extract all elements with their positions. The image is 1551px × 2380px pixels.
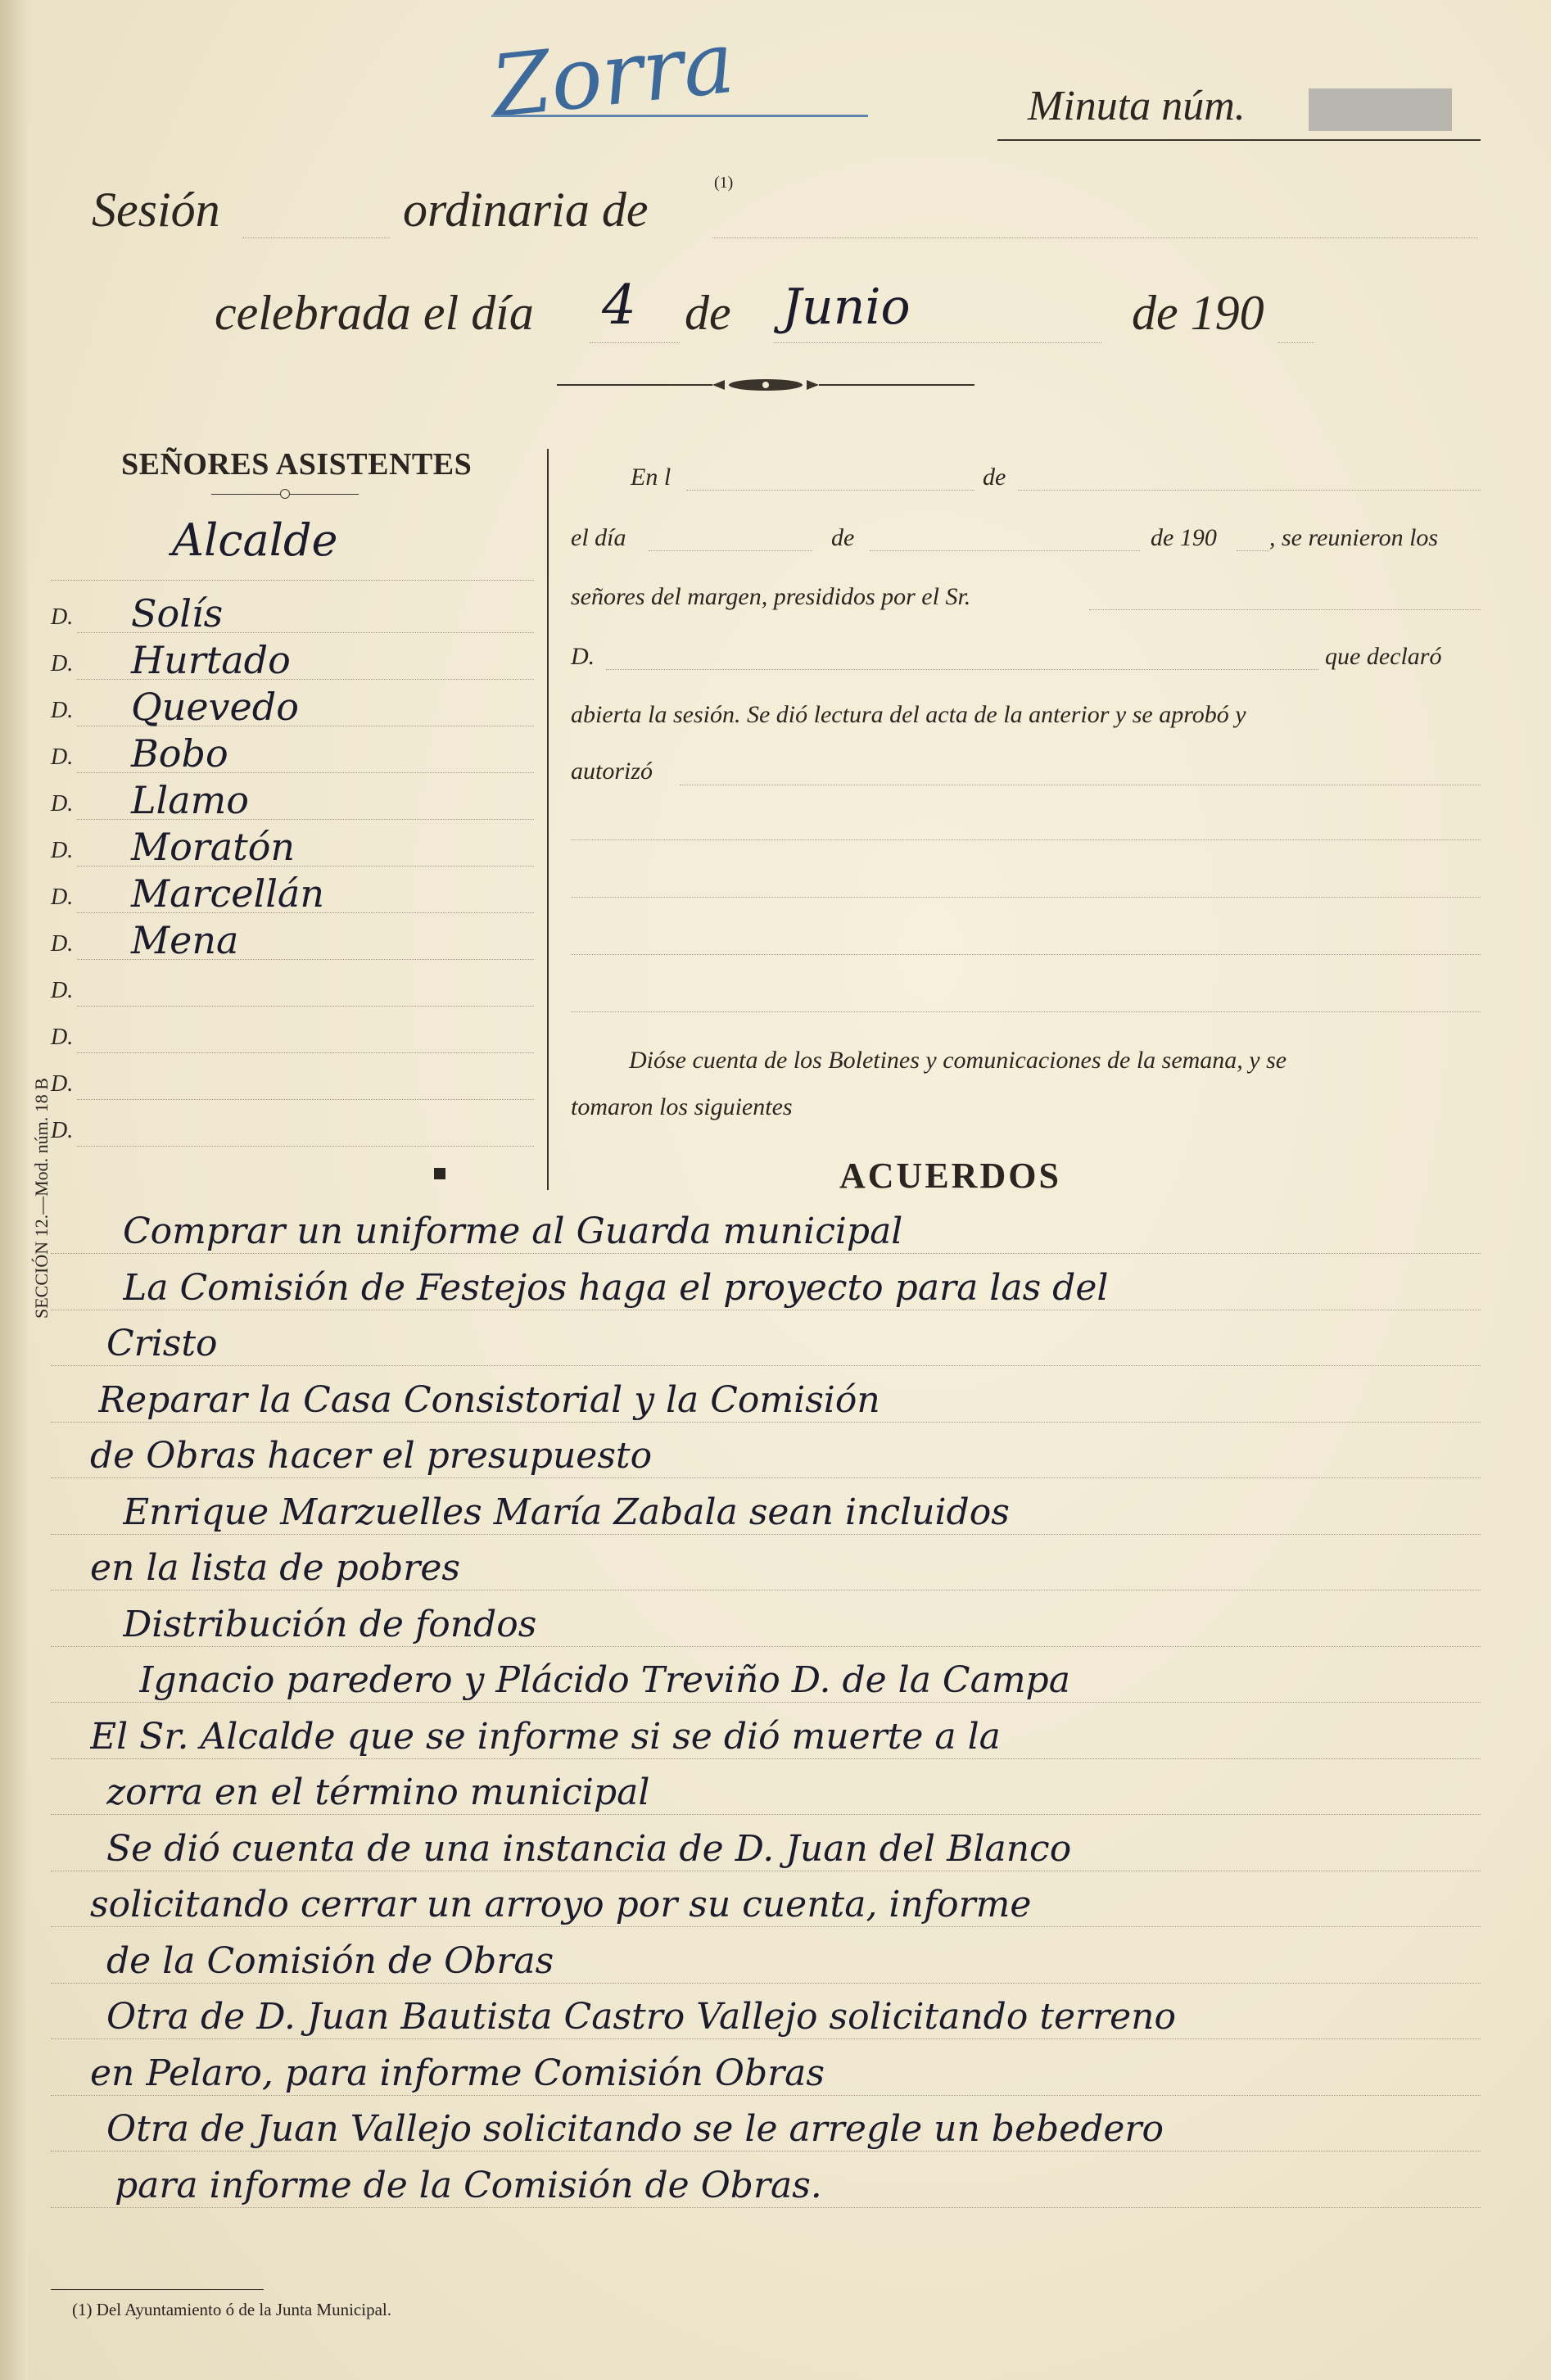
heading-ornament — [280, 489, 290, 499]
attendee-blank — [77, 1146, 534, 1147]
celebrada-label: celebrada el día — [215, 286, 534, 340]
attendee-prefix: D. — [51, 978, 74, 1003]
preamble-blank-line-c — [571, 954, 1481, 955]
attendee-blank — [77, 1099, 534, 1100]
acuerdo-ruled-line — [51, 1534, 1481, 1535]
preamble-blank-line-d — [571, 1011, 1481, 1012]
month-blank — [774, 342, 1101, 343]
attendee-prefix: D. — [51, 1118, 74, 1143]
preamble-line3-blank — [1089, 609, 1481, 610]
footnote-mark: (1) — [714, 174, 734, 192]
minuta-label: Minuta núm. — [1028, 83, 1246, 129]
attendee-name-handwritten: Quevedo — [131, 685, 299, 729]
acuerdo-line: zorra en el término municipal — [106, 1771, 650, 1813]
acuerdo-line: de la Comisión de Obras — [106, 1940, 554, 1982]
sesion-label: Sesión — [92, 183, 220, 237]
form-model-label: SECCIÓN 12.—Mod. núm. 18 B — [31, 1078, 52, 1319]
acuerdo-ruled-line — [51, 1365, 1481, 1366]
binding-edge — [0, 0, 28, 2380]
ornament-divider — [557, 373, 974, 397]
attendee-prefix: D. — [51, 791, 74, 817]
footnote-rule — [51, 2289, 264, 2290]
attendee-name-handwritten: Llamo — [131, 778, 249, 822]
acuerdo-line: Enrique Marzuelles María Zabala sean incluidos — [123, 1491, 1010, 1533]
acuerdo-ruled-line — [51, 2095, 1481, 2096]
footnote-text: (1) Del Ayuntamiento ó de la Junta Municipal. — [72, 2300, 391, 2319]
attendee-name-handwritten: Hurtado — [131, 638, 291, 682]
ordinaria-label: ordinaria de — [403, 183, 649, 237]
preamble-line1-a: En l — [631, 464, 671, 491]
preamble-line5: abierta la sesión. Se dió lectura del acta de la anterior y se aprobó y — [571, 701, 1246, 728]
acuerdo-line: en la lista de pobres — [90, 1547, 460, 1589]
year-label: de 190 — [1132, 286, 1264, 340]
place-underline — [491, 115, 868, 117]
preamble-line2-b: de — [831, 524, 855, 551]
acuerdo-line: El Sr. Alcalde que se informe si se dió muerte a la — [90, 1716, 1001, 1758]
bullet-mark — [434, 1168, 445, 1179]
acuerdo-ruled-line — [51, 1253, 1481, 1254]
minuta-rule — [997, 139, 1481, 141]
acuerdo-line: solicitando cerrar un arroyo por su cuenta, informe — [90, 1884, 1032, 1925]
preamble-line2-blank3 — [1237, 550, 1269, 551]
asistentes-heading: SEÑORES ASISTENTES — [121, 447, 473, 482]
acuerdo-ruled-line — [51, 1983, 1481, 1984]
acuerdo-line: en Pelaro, para informe Comisión Obras — [90, 2052, 825, 2094]
preamble-line3: señores del margen, presididos por el Sr. — [571, 583, 971, 610]
acuerdo-line: Cristo — [106, 1323, 218, 1364]
preamble-line4-b: que declaró — [1325, 643, 1442, 670]
minuta-number-stamp — [1309, 88, 1452, 131]
acuerdos-heading: ACUERDOS — [839, 1156, 1061, 1196]
acuerdo-ruled-line — [51, 2207, 1481, 2208]
acuerdo-line: Distribución de fondos — [123, 1604, 537, 1645]
acuerdo-ruled-line — [51, 1814, 1481, 1815]
attendee-prefix: D. — [51, 651, 74, 676]
preamble-line1-blank2 — [1018, 490, 1481, 491]
acuerdo-line: Reparar la Casa Consistorial y la Comisión — [98, 1379, 880, 1421]
acuerdo-ruled-line — [51, 1758, 1481, 1759]
acuerdo-ruled-line — [51, 1646, 1481, 1647]
attendee-blank — [77, 1052, 534, 1053]
attendee-prefix: D. — [51, 931, 74, 957]
acuerdo-line: de Obras hacer el presupuesto — [90, 1435, 653, 1477]
attendee-prefix: D. — [51, 1025, 74, 1050]
preamble-line2-blank2 — [870, 550, 1140, 551]
acuerdo-line: La Comisión de Festejos haga el proyecto para las del — [123, 1267, 1109, 1309]
acuerdo-ruled-line — [51, 1477, 1481, 1478]
preamble-line8: tomaron los siguientes — [571, 1093, 793, 1120]
day-blank — [590, 342, 680, 343]
preamble-line2-c: de 190 — [1151, 524, 1217, 551]
role-blank — [51, 580, 534, 581]
month-handwritten: Junio — [782, 278, 911, 336]
attendee-prefix: D. — [51, 885, 74, 910]
acuerdo-ruled-line — [51, 1422, 1481, 1423]
attendee-name-handwritten: Mena — [131, 918, 239, 962]
day-handwritten: 4 — [602, 274, 636, 337]
column-divider — [547, 449, 549, 1190]
attendee-name-handwritten: Moratón — [131, 825, 296, 869]
acuerdo-line: Ignacio paredero y Plácido Treviño D. de la Campa — [139, 1659, 1070, 1701]
acuerdo-ruled-line — [51, 1702, 1481, 1703]
attendee-name-handwritten: Marcellán — [131, 871, 324, 916]
preamble-line4-blank — [606, 669, 1318, 670]
preamble-line2-d: , se reunieron los — [1269, 524, 1439, 551]
preamble-line7: Dióse cuenta de los Boletines y comunicaciones de la semana, y se — [629, 1047, 1287, 1074]
preamble-line2-blank1 — [649, 550, 812, 551]
acuerdo-line: para informe de la Comisión de Obras. — [115, 2165, 822, 2206]
preamble-blank-line-b — [571, 897, 1481, 898]
acuerdo-line: Otra de Juan Vallejo solicitando se le arregle un bebedero — [106, 2108, 1164, 2150]
year-blank — [1277, 342, 1314, 343]
preamble-line2-a: el día — [571, 524, 626, 551]
attendee-prefix: D. — [51, 698, 74, 723]
preamble-line6: autorizó — [571, 758, 653, 785]
acuerdo-line: Otra de D. Juan Bautista Castro Vallejo solicitando terreno — [106, 1996, 1176, 2038]
attendee-name-handwritten: Bobo — [131, 731, 228, 776]
attendee-blank — [77, 1006, 534, 1007]
attendee-name-handwritten: Solís — [131, 591, 224, 636]
place-name-handwritten: Zorra — [486, 11, 739, 138]
acuerdo-ruled-line — [51, 2151, 1481, 2152]
acuerdo-ruled-line — [51, 2038, 1481, 2039]
preamble-line1-blank — [686, 490, 974, 491]
attendee-prefix: D. — [51, 604, 74, 630]
acuerdo-ruled-line — [51, 1926, 1481, 1927]
acuerdo-line: Se dió cuenta de una instancia de D. Juan del Blanco — [106, 1828, 1072, 1870]
attendee-prefix: D. — [51, 744, 74, 770]
preamble-line4-a: D. — [571, 643, 595, 670]
attendee-prefix: D. — [51, 1071, 74, 1097]
acuerdo-line: Comprar un uniforme al Guarda municipal — [123, 1210, 903, 1252]
preamble-line1-b: de — [983, 464, 1006, 491]
attendee-prefix: D. — [51, 838, 74, 863]
preamble-blank-line-a — [571, 839, 1481, 840]
role-alcalde-handwritten: Alcalde — [172, 514, 338, 566]
de-label: de — [685, 286, 731, 340]
